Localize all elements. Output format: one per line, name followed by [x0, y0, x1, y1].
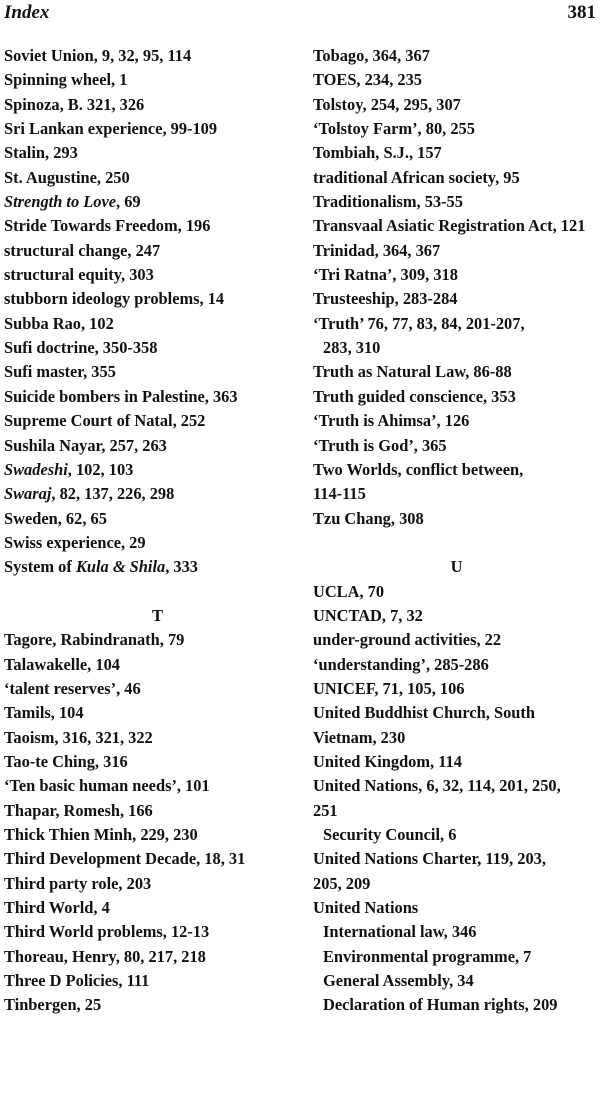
entry-italic-title: Swaraj	[4, 484, 52, 504]
index-subentry: 283, 310	[323, 338, 381, 358]
index-entry: Tamils, 104	[4, 703, 84, 723]
index-entry: Thick Thien Minh, 229, 230	[4, 825, 198, 844]
index-subentry: General Assembly, 34	[323, 971, 474, 991]
page-title: Index	[4, 2, 50, 23]
section-heading: U	[450, 557, 463, 577]
entry-pages: , 82, 137, 226, 298	[51, 484, 175, 504]
index-entry: Tolstoy, 254, 295, 307	[313, 94, 461, 114]
index-column-right	[313, 44, 600, 1018]
index-subentry: Security Council, 6	[323, 825, 457, 844]
index-entry: ‘Truth is Ahimsa’, 126	[313, 411, 470, 431]
entry-italic-title: Strength to Love	[4, 192, 117, 212]
entry-pages: , 69	[116, 192, 141, 212]
index-entry: Stride Towards Freedom, 196	[4, 216, 211, 236]
index-entry	[4, 482, 289, 506]
index-entry: St. Augustine, 250	[4, 167, 130, 187]
index-entry: Soviet Union, 9, 32, 95, 114	[4, 46, 192, 65]
index-entry: 114-115	[313, 484, 366, 504]
index-entry: Tinbergen, 25	[4, 995, 102, 1015]
index-entry: structural equity, 303	[4, 265, 154, 285]
entry-pages: , 333	[165, 557, 198, 577]
index-entry: Taoism, 316, 321, 322	[4, 727, 153, 747]
index-entry: Tombiah, S.J., 157	[313, 143, 442, 163]
index-entry: Stalin, 293	[4, 143, 78, 163]
index-entry: Sweden, 62, 65	[4, 508, 107, 528]
index-entry: UNICEF, 71, 105, 106	[313, 678, 465, 698]
index-entry: Subba Rao, 102	[4, 313, 114, 333]
index-entry: structural change, 247	[4, 240, 161, 260]
entry-italic-title: Kula & Shila	[75, 557, 166, 577]
index-subentry: Environmental programme, 7	[323, 946, 532, 966]
index-entry: Talawakelle, 104	[4, 654, 120, 674]
index-entry: 205, 209	[313, 873, 371, 893]
index-entry: Third Development Decade, 18, 31	[4, 849, 246, 869]
index-entry: Tao-te Ching, 316	[4, 751, 128, 771]
index-entry: UCLA, 70	[313, 581, 385, 601]
index-subentry: Declaration of Human rights, 209	[323, 995, 558, 1015]
spacer	[313, 531, 600, 555]
index-entry: Thapar, Romesh, 166	[4, 800, 153, 820]
index-entry: Sufi master, 355	[4, 362, 116, 382]
index-entry: Trinidad, 364, 367	[313, 240, 441, 260]
index-entry	[4, 190, 289, 214]
section-heading: T	[152, 605, 163, 625]
index-entry: Third World, 4	[4, 898, 110, 918]
index-entry: Swiss experience, 29	[4, 532, 146, 552]
index-entry: Tzu Chang, 308	[313, 508, 424, 528]
index-entry: Third World problems, 12-13	[4, 922, 210, 942]
index-entry: United Nations, 6, 32, 114, 201, 250,	[313, 776, 561, 796]
index-entry: Thoreau, Henry, 80, 217, 218	[4, 946, 206, 966]
page-number: 381	[567, 2, 596, 23]
index-entry: Spinning wheel, 1	[4, 70, 128, 90]
index-entry: United Nations Charter, 119, 203,	[313, 849, 546, 869]
index-entry: Three D Policies, 111	[4, 971, 150, 991]
index-entry: Two Worlds, conflict between,	[313, 459, 524, 479]
index-entry: Spinoza, B. 321, 326	[4, 94, 145, 114]
index-entry: Tagore, Rabindranath, 79	[4, 630, 185, 650]
index-entry: ‘talent reserves’, 46	[4, 678, 141, 698]
index-entry: Suicide bombers in Palestine, 363	[4, 386, 238, 406]
index-entry: United Buddhist Church, South	[313, 703, 535, 723]
index-entry: Third party role, 203	[4, 873, 152, 893]
index-entry: Sushila Nayar, 257, 263	[4, 435, 167, 455]
index-entry: Trusteeship, 283-284	[313, 289, 458, 309]
index-entry: ‘Truth is God’, 365	[313, 435, 447, 455]
index-entry: ‘Truth’ 76, 77, 83, 84, 201-207,	[313, 313, 525, 333]
index-entry: traditional African society, 95	[313, 167, 520, 187]
index-entry: ‘Ten basic human needs’, 101	[4, 776, 210, 796]
index-entry: Vietnam, 230	[313, 727, 406, 747]
index-entry: 251	[313, 800, 338, 820]
index-entry: ‘Tolstoy Farm’, 80, 255	[313, 119, 475, 139]
index-entry: Transvaal Asiatic Registration Act, 121	[313, 216, 586, 236]
index-entry: Truth guided conscience, 353	[313, 386, 516, 406]
spacer	[4, 580, 289, 604]
index-entry: ‘understanding’, 285-286	[313, 654, 489, 674]
index-entry: Sufi doctrine, 350-358	[4, 338, 158, 358]
index-entry: Truth as Natural Law, 86-88	[313, 362, 512, 382]
index-entry: stubborn ideology problems, 14	[4, 289, 225, 309]
index-entry: United Nations	[313, 898, 419, 918]
index-entry: United Kingdom, 114	[313, 751, 462, 771]
index-entry: TOES, 234, 235	[313, 70, 422, 90]
index-entry	[4, 458, 289, 482]
index-entry: Supreme Court of Natal, 252	[4, 411, 206, 431]
index-entry: Sri Lankan experience, 99-109	[4, 119, 218, 139]
index-entry: Traditionalism, 53-55	[313, 192, 463, 212]
index-subentry: International law, 346	[323, 922, 477, 942]
index-column-left	[4, 44, 289, 1018]
page-header	[0, 0, 600, 30]
index-entry: Tobago, 364, 367	[313, 46, 430, 65]
entry-pages: , 102, 103	[67, 459, 134, 479]
index-entry	[4, 555, 289, 579]
index-entry: UNCTAD, 7, 32	[313, 605, 423, 625]
entry-italic-title: Swadeshi	[4, 459, 68, 479]
entry-text: System of	[4, 557, 76, 577]
index-entry: ‘Tri Ratna’, 309, 318	[313, 265, 458, 285]
index-entry: under-ground activities, 22	[313, 630, 502, 650]
